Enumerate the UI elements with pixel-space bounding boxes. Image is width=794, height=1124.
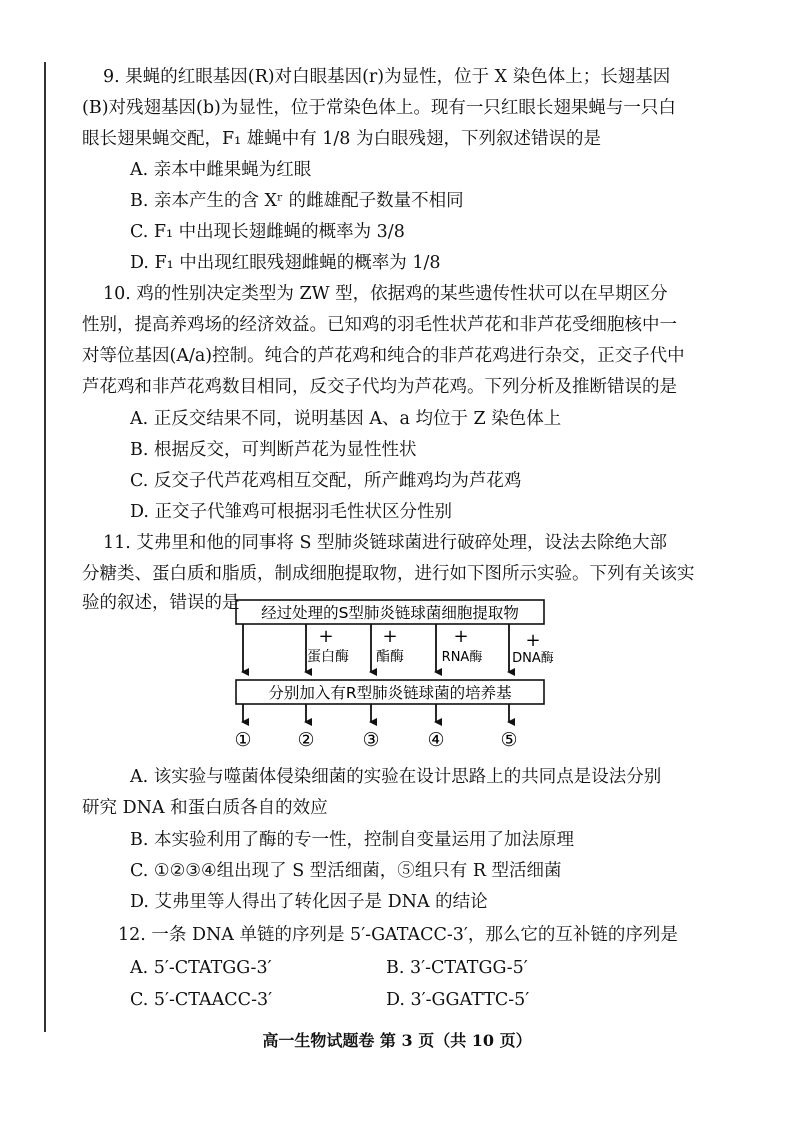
page-footer: 高一生物试题卷 第 3 页（共 10 页）: [262, 1031, 532, 1050]
q11-stem-line-2: 分糖类、蛋白质和脂质，制成细胞提取物，进行如下图所示实验。下列有关该实: [82, 564, 695, 584]
binding-margin-line: [44, 62, 46, 1032]
q12-option-b: B. 3′-CTATGG-5′: [386, 958, 528, 978]
enzyme-label-esterase: 酯酶: [376, 649, 404, 665]
q9-stem-line-3: 眼长翅果蝇交配，F₁ 雄蝇中有 1/8 为白眼残翅，下列叙述错误的是: [82, 129, 602, 149]
avery-experiment-diagram: [228, 598, 558, 753]
q9-option-b: B. 亲本产生的含 Xʳ 的雌雄配子数量不相同: [130, 191, 464, 211]
q11-option-a: A. 该实验与噬菌体侵染细菌的实验在设计思路上的共同点是设法分别: [130, 767, 662, 787]
group-2-label: ②: [297, 729, 315, 751]
enzyme-label-rnase: RNA酶: [441, 650, 483, 665]
group-3-label: ③: [362, 729, 380, 751]
top-box-label: 经过处理的S型肺炎链球菌细胞提取物: [261, 604, 519, 622]
q9-option-d: D. F₁ 中出现红眼残翅雌蝇的概率为 1/8: [130, 253, 441, 273]
q11-option-a-cont: 研究 DNA 和蛋白质各自的效应: [82, 798, 328, 818]
q9-option-a: A. 亲本中雌果蝇为红眼: [130, 160, 312, 180]
q9-option-c: C. F₁ 中出现长翅雌蝇的概率为 3/8: [130, 222, 405, 242]
q10-option-c: C. 反交子代芦花鸡相互交配，所产雌鸡均为芦花鸡: [130, 471, 522, 491]
plus-sign-2: +: [382, 626, 398, 647]
q12-option-d: D. 3′-GGATTC-5′: [386, 990, 530, 1010]
enzyme-label-protease: 蛋白酶: [307, 649, 349, 665]
q12-stem: 12. 一条 DNA 单链的序列是 5′-GATACC-3′，那么它的互补链的序列是: [118, 925, 678, 945]
plus-sign-1: +: [318, 626, 334, 647]
q9-stem-line-2: (B)对残翅基因(b)为显性，位于常染色体上。现有一只红眼长翅果蝇与一只白: [82, 98, 676, 118]
q11-stem-line-1: 11. 艾弗里和他的同事将 S 型肺炎链球菌进行破碎处理，设法去除绝大部: [103, 533, 668, 553]
group-5-label: ⑤: [500, 729, 518, 751]
q10-stem-line-2: 性别，提高养鸡场的经济效益。已知鸡的羽毛性状芦花和非芦花受细胞核中一: [82, 315, 677, 335]
q12-option-a: A. 5′-CTATGG-3′: [130, 958, 272, 978]
bottom-box-label: 分别加入有R型肺炎链球菌的培养基: [268, 684, 512, 702]
group-4-label: ④: [427, 729, 445, 751]
q12-option-c: C. 5′-CTAACC-3′: [130, 990, 273, 1010]
q10-stem-line-4: 芦花鸡和非芦花鸡数目相同，反交子代均为芦花鸡。下列分析及推断错误的是: [82, 377, 677, 397]
q9-stem-line-1: 9. 果蝇的红眼基因(R)对白眼基因(r)为显性，位于 X 染色体上；长翅基因: [103, 67, 671, 87]
q10-option-b: B. 根据反交，可判断芦花为显性性状: [130, 440, 417, 460]
q10-stem-line-1: 10. 鸡的性别决定类型为 ZW 型，依据鸡的某些遗传性状可以在早期区分: [103, 284, 668, 304]
plus-sign-3: +: [453, 626, 469, 647]
q10-option-a: A. 正反交结果不同，说明基因 A、a 均位于 Z 染色体上: [130, 409, 562, 429]
q11-stem-line-3: 验的叙述，错误的是: [82, 593, 240, 613]
q11-option-c: C. ①②③④组出现了 S 型活细菌，⑤组只有 R 型活细菌: [130, 861, 562, 881]
q11-option-d: D. 艾弗里等人得出了转化因子是 DNA 的结论: [130, 892, 488, 912]
group-1-label: ①: [234, 729, 252, 751]
q10-option-d: D. 正交子代雏鸡可根据羽毛性状区分性别: [130, 502, 453, 522]
plus-sign-4: +: [525, 630, 541, 651]
q10-stem-line-3: 对等位基因(A/a)控制。纯合的芦花鸡和纯合的非芦花鸡进行杂交，正交子代中: [82, 346, 685, 366]
enzyme-label-dnase: DNA酶: [512, 651, 554, 666]
q11-option-b: B. 本实验利用了酶的专一性，控制自变量运用了加法原理: [130, 830, 574, 850]
